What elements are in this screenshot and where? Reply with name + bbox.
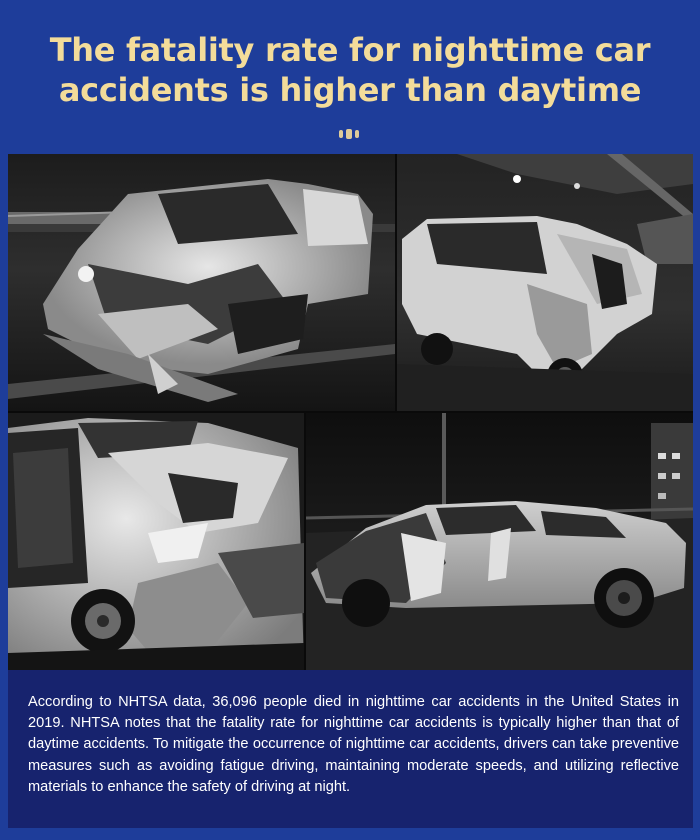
caption-text: According to NHTSA data, 36,096 people died in nighttime car accidents in the United States in 2019. NHTSA notes that the fatality rate for nighttime car accidents is typically higher than that of daytime accidents. To mitigate the occurrence of nighttime car accidents, drivers can take preventive measures such as avoiding fatigue driving, maintaining moderate speeds, and utilizing reflective materials to enhance the safety of driving at night. bbox=[28, 694, 679, 795]
decorative-dots-icon bbox=[339, 129, 363, 139]
wrecked-car-rear-photo bbox=[397, 154, 693, 411]
title-line-1: The fatality rate for nighttime car bbox=[49, 31, 651, 69]
title-line-2: accidents is higher than daytime bbox=[58, 71, 642, 109]
wrecked-car-roadside-photo bbox=[306, 413, 693, 670]
wrecked-car-side-photo bbox=[8, 413, 304, 670]
caption-box bbox=[8, 670, 693, 828]
wrecked-car-front-photo bbox=[8, 154, 395, 411]
page-title bbox=[0, 30, 700, 110]
photo-collage bbox=[8, 154, 693, 670]
